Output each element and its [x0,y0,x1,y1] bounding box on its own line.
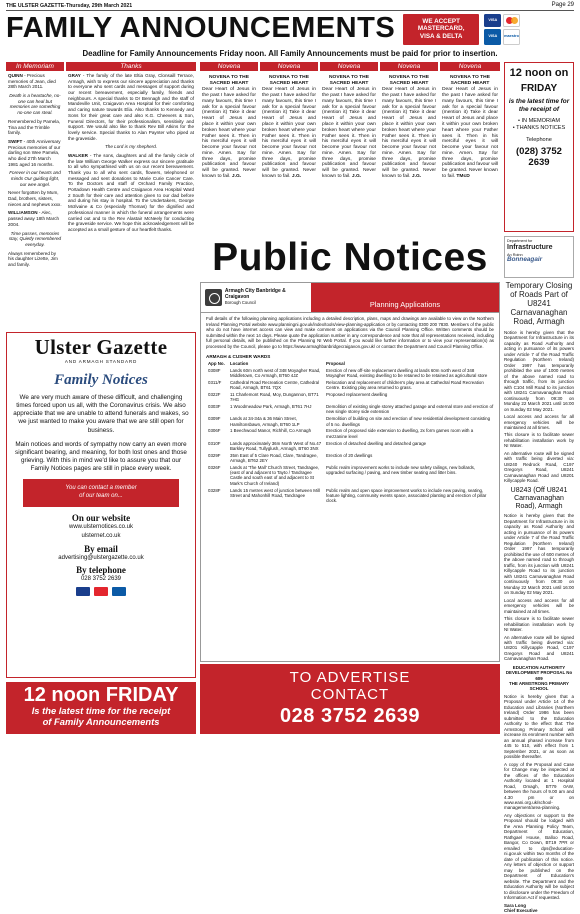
novena-title: NOVENA TO THE SACRED HEART [329,75,369,86]
mastercard-icon [94,587,108,596]
road-closure-title-1: Temporary Closing of Roads Part of U8241 Carnavanaghan Road, Armagh [505,281,573,326]
table-row [206,391,496,403]
email-label: By email [84,543,118,554]
road-closure-text: Notice is hereby given that the Department for Infrastructure in its capacity as Road Authority and acting in pursuance of its powers under Article 7 of the Road Traffic Regulation (Northern Ireland) Order 1997 has temporarily prohibited the use of 1000 metres of the above named road to through traffic, from its junction with C104 Mill Road to its junction with U8241 Carnavanaghan Road continuously from 09:30 on Monday 22 March 2021 until 16:00 on Sunday 02 May 2021. [504,329,574,412]
sign-williamson: Always remembered by his daughter Lizette, Jim and family. [8,250,58,267]
council-name: Armagh City Banbridge & Craigavon [224,288,286,301]
noon-friday-box [504,62,574,232]
table-row [206,487,496,504]
mastercard-icon [503,14,520,28]
dfi-logo-line-2: Infrastructure [507,243,553,251]
page-number: Page 29 [551,2,574,9]
phone-label: By telephone [76,564,126,575]
family-announcements-banner [6,12,574,46]
planning-header [201,283,499,313]
road-closure-text: This closure is to facilitate sewer rehabilitation installation work by NI Water. [504,616,574,633]
deadline-notice: Deadline for Family Announcements Friday noon. All Family Announcements must be paid for prior to insertion. [82,49,498,58]
app-number: 0311/F [208,379,222,385]
noon-friday-line-2: Is the latest time for the receipt [31,705,171,716]
app-proposal: Erection of detached dwelling and detached garage [326,440,427,446]
road-closure-title-2: U8243 (Off U8241 Carnavanaghan Road), Armagh [510,486,568,510]
payment-line-1: WE ACCEPT [422,17,460,25]
telephone-label: Telephone [526,136,552,143]
app-number: 0310F [208,440,221,446]
education-notice-text: Any objections or support to the Proposal should be lodged with the Area Planning Policy Team, Department of Education, Rathgael House, Balloo Road, Bangor, Co Down, BT19 7PR or emailed to dps@education-ni.gov.uk within two months of the date of publication of this notice. Any letters of objection or support may be published on the Department of Education's website. The Department and the Education Authority will be subject to disclosure under the Freedom of Information Act if requested. [504,812,574,901]
novena-heading: Novena [320,62,378,71]
latest-time-line: is the latest time for the receipt of [508,98,570,113]
app-proposal: Proposed replacement dwelling [326,391,388,397]
in-memoriam-column [6,62,64,273]
education-notice-text: A copy of the Proposal and Case for Change may be inspected at the offices of the Education Authority located at 1 Hospital Road, Omagh, BT79 0AW, between the hours of 9.00 am and 4.30 pm or on www.eani.org.uk/school-management/area-planning. [504,761,574,811]
payment-line-3: VISA & DELTA [419,32,463,40]
novena-column-2 [260,62,318,182]
phone-number: 028 3752 2639 [80,575,122,582]
column-header: Proposal [326,361,345,367]
visa-card-icon: VISA [484,14,501,28]
gazette-masthead: Ulster Gazette [34,335,168,359]
notice-quinn: QUINN - Precious memories of Jean, died 28th March 2011. [8,73,56,90]
novena-text: Dear Heart of Jesus in the past I have asked for many favours, this time I ask for a special favour (mention it) Take it dear Heart of Jesus and place it within your own broken heart where your Father sees it. Then in his merciful eyes it will become your favour not mine. Amen. Say for three days, promise publication and favour will be granted. Never known to fail. J.G. [382,87,436,179]
payment-icons [13,587,189,596]
app-number: 0322F [208,391,221,397]
table-row [206,428,496,440]
signatory-name: Sara Long [504,902,527,908]
app-proposal: Public realm and open space improvement works to include new paving, seating, feature lighting, community events space, associated planting and erection of pillar clock. [326,487,487,504]
dfi-logo-line-4: Bonneagair [507,256,543,264]
table-row [206,440,496,452]
novena-heading: Novena [440,62,500,71]
column-header: Location [230,361,249,367]
table-row [206,452,496,464]
ward-subheading: ARMAGH & CUSHER WARDS [206,354,271,359]
telephone-number: (028) 3752 2639 [516,145,562,169]
app-location: 1 Beechwood Manor, Richhill, Co Armagh [230,428,312,434]
advertise-phone: 028 3752 2639 [280,704,420,727]
notice-types [507,118,571,133]
table-row [206,367,496,379]
email-link[interactable]: advertising@ulstergazette.co.uk [58,554,144,561]
novena-title: NOVENA TO THE SACRED HEART [209,75,249,86]
dfi-logo [504,236,574,278]
website-link-2[interactable]: ulsternet.co.uk [81,533,121,540]
app-proposal: Erection of new off-site replacement dwelling at lands 60m north west of 348 Moyagher Road, existing dwelling to be retained to be retained as agricultural store [326,367,488,378]
advertise-contact-banner [200,664,500,734]
verse-swift: Forever in our hearts and minds Our guiding light, our wee angel. [9,170,61,187]
novena-column-4 [380,62,438,182]
novena-heading: Novena [260,62,318,71]
noon-friday-title: 12 noon FRIDAY [23,684,179,706]
website-link-1[interactable]: www.ulsternotices.co.uk [68,524,134,530]
app-location: Lands at 34-34a & 36 Main Street, Hamiltonsbawn, Armagh, BT60 1LP [230,416,300,427]
table-row [206,379,496,391]
road-closure-text: Notice is hereby given that the Department for Infrastructure in its capacity as Road Authority and acting in pursuance of its powers under Article 7 of the Road Traffic Regulation (Northern Ireland) Order 1997 has temporarily prohibited the use of 600 metres of the above named road to through traffic, from its junction with U8241 Killycapple Road to its junction with U8241 Carnavanaghan Road continuously from 09:30 on Monday 22 March 2021 until 16:00 on Sunday 02 May 2021. [504,513,574,596]
gazette-masthead-sub: AND ARMAGH STANDARD [64,359,138,364]
gazette-paragraph-1: We are very much aware of these difficult, and challenging times forced upon us all, with the Coronavirus crisis. We also appreciate that we are unable to attend funerals and wakes, so we just wanted to make you aware that we are still open for business. [13,393,189,434]
app-proposal: Erection of proposed side extension to dwelling, 2x form games room with a mezzanine level [326,428,474,439]
page-header [6,2,574,11]
noon-friday-line-3: of Family Announcements [42,715,160,727]
app-location: Lands approximately 36m North West of No.47 Barkley Road, Tullyglush, Armagh, BT60 3NX [230,440,322,451]
noon-friday-banner [6,682,196,734]
contact-line-2: of our team on... [79,493,123,500]
app-proposal: Demolition of building on site and erection of new residential development consisting of 5 no. dwellings [326,416,491,427]
contact-line-1: You can contact a member [65,485,137,492]
signatory-title: Chief Executive [504,908,538,914]
advertise-line-2: CONTACT [310,686,390,704]
visa-card-icon [76,587,90,596]
app-location: Lands 60m north west of 348 Moyagher Road, Middletown, Co Armagh, BT60 4JZ [230,367,321,378]
app-location: Lands 15 metres west of junction between Mill Street and Mahonhill Road, Tandragee [230,487,320,498]
road-closure-text: Local access and access for all emergency vehicles will be maintained at all times. [504,414,574,430]
road-closure-text: An alternative route will be signed with traffic being diverted via: U8240 Redrock Road, C197 Gregorys Road, U8241 Carnavanaghan Road and U8201 Killycapple Road. [504,450,574,484]
visa-electron-icon: VISA [484,29,501,45]
sign-gray: The Lord is my shepherd. [104,144,158,150]
contact-team-box [23,479,179,507]
education-notice-text: Notice is hereby given that a Proposal under Article 14 of the Education and Libraries (Northern Ireland) Order 1986 has been submitted to the Education Authority to the effect that: The Armstrong Primary School will increase its enrolment number with an annual phased increase from 445 to 510, with effect from 1 September 2021, or as soon as possible thereafter. [504,693,574,760]
app-number: 0326F [208,464,221,470]
notice-williamson: WILLIAMSON - Alec, passed away 18th March 2004. [8,210,60,227]
dfi-notices-column [504,236,574,914]
road-closure-text: An alternative route will be signed with traffic being diverted via: U8201 Killycapple Road, C197 Gregorys Road and U8241 Carnavanaghan Road. [504,634,574,662]
novena-text: Dear Heart of Jesus in the past I have asked for many favours, this time I ask for a special favour (mention it) Take it dear Heart of Jesus and place it within your own broken heart where your Father sees it. Then in his merciful eyes it will become your favour not mine. Amen. Say for three days, promise publication and favour will be granted. Never known to fail. J.G. [322,87,376,179]
novena-heading: Novena [380,62,438,71]
column-header: App No. [208,361,225,367]
novena-text: Dear Heart of Jesus in the past I have asked for many favours, this time I ask for a special favour (mention it) Take it dear Heart of Jesus and place it within your own broken heart where your Father sees it. Then in his merciful eyes it will become your favour not mine. Amen. Say for three days, promise publication and favour will be granted. Never known to fail. J.G. [262,87,316,179]
thanks-heading: Thanks [66,62,196,71]
planning-intro: Full details of the following planning applications including a detailed description, plans, maps and drawings are available to view on the Northern Ireland Planning Portal website www.planningni.gov.uk/index/tools/view-planning-application or by contacting 0300 200 7830. Members of the public who do not have internet access can view and make comment on applications via the Council Planning Office. Written comments should be submitted within the next 14 days. Please quote the application number in any correspondence and note that all representations received, including full personal details, will be published on the Planning NI Web Portal. If you would like further information or to view your representation(s) as processed by the Council, please go to https://www.armaghbanbridgecraigavon.gov.uk/ or contact the Department and Council Planning Office. [206,316,494,349]
novena-column-3 [320,62,378,182]
app-number: 0328F [208,487,221,493]
gazette-paragraph-2: Main notices and words of sympathy now carry an even more significant bearing, and meaning, for both lost ones and those grieving. With this in mind we'd like to assure you that our Family Notices pages are still in place every week. [15,440,187,473]
sign-swift: Never forgotten by Mum, Dad, brothers, sisters, nieces and nephews xxxx. [8,190,62,207]
app-location: 35m East of 5 Clare Road, Clare, Tandragee, Armagh, BT62 2EY [230,452,318,464]
app-proposal: Erection of 20 dwellings [326,452,373,458]
app-number: 0303F [208,404,221,410]
novena-heading: Novena [200,62,258,71]
road-closure-text: This closure is to facilitate sewer rehabilitation installation work by NI Water. [504,432,574,449]
novena-text: Dear Heart of Jesus in the past I have asked for many favours, this time I ask for a special favour (mention it) Take it dear Heart of Jesus and place it within your own broken heart where your Father sees it. Then in his merciful eyes it will become your favour not mine. Amen. Say for three days, promise publication and favour will be granted. Never known to fail. TMcD [442,87,499,179]
app-location: 1 Woodmeadow Park, Armagh, BT61 7HJ [230,404,312,410]
novena-title: NOVENA TO THE SACRED HEART [269,75,309,86]
table-row [206,464,496,487]
novena-text: Dear Heart of Jesus in the past I have asked for many favours, this time I ask for a special favour (mention it) Take it dear Heart of Jesus and place it within your own broken heart where your Father sees it. Then in his merciful eyes it will become your favour not mine. Amen. Say for three days, promise publication and favour will be granted. Never known to fail. J.G. [202,87,256,179]
notice-swift: SWIFT - 40th Anniversary Precious memories of our darling son Wee Pamela, who died 27th March 1981 aged 16 months. [8,138,61,167]
thanks-notices-bullet: • THANKS NOTICES [512,125,566,132]
sign-quinn: Remembered by Pamela, Tina and the Trimble family. [8,118,61,136]
app-proposal: Relocation and replacement of children's play area at Cathedral Road Recreation Centre. Existing play area returned to grass. [326,379,484,391]
planning-table [206,361,496,505]
road-closure-text: Local access and access for all emergency vehicles will be maintained at all times. [504,597,574,614]
thanks-column [66,62,196,238]
card-logos [484,14,520,45]
app-location: Lands at 'The Mall' Church Street, Tandragee, (east of and adjacent to Tayto / Tandragee Castle and south east of and adjacent to St Mark's Church of Ireland) [230,464,320,486]
maestro-card-icon [112,587,126,596]
friday-line: FRIDAY [520,83,558,95]
table-row [206,403,496,415]
app-number: 0309F [208,416,221,422]
app-location: Cathedral Road Recreation Centre, Cathedral Road, Armagh, BT61 7QX [230,379,320,391]
website-label: On our website [71,513,131,524]
planning-applications-notice [200,282,500,662]
dfi-logo-line-1: Department for [507,239,533,243]
app-proposal: Demolition of existing single storey attached garage and external store and erection of new single storey side extension [326,404,494,415]
family-notices-heading: Family Notices [54,371,148,388]
payment-line-2: MASTERCARD, [417,25,465,33]
table-row [206,416,496,428]
development-proposal-heading: DEVELOPMENT PROPOSAL No 609 [505,670,573,681]
in-memoriam-bullet: • IN MEMORIAM [517,117,561,124]
in-memoriam-heading: In Memoriam [6,62,64,71]
verse-williamson: Time passes, memories stay, Quietly remembered everyday. [8,230,62,247]
education-authority-heading: EDUCATION AUTHORITY [512,664,566,670]
novena-title: NOVENA TO THE SACRED HEART [450,75,490,86]
page-title: FAMILY ANNOUNCEMENTS [6,12,396,45]
advertise-line-1: TO ADVERTISE [289,669,411,686]
council-sub: Borough Council [224,299,256,305]
app-number: 0308F [208,367,221,373]
app-proposal: Public realm improvement works to include new safety railings, new bollards, upgraded surfacing / paving, and new timber seating and litter bins. [326,464,476,476]
planning-title: Planning Applications [311,283,499,312]
maestro-card-icon: maestro [503,29,520,45]
notice-walker: WALKER - The sons, daughters and all the family circle of the late William George Walker express our sincere gratitude to all who sympathised with us on our recent bereavement. Thank you to all who sent cards, flowers, telephoned or messaged and sent donations to Marie Curie Cancer Care. To the Doctors and staff of Orchard Family Practice, Portadown Health Centre and Craigavon Area Hospital Ward 2 South for their care and attention given to our dad before and during his stay in hospital. To the Undertakers, George McIlvaine & Co (especially Thomas) for the dignified and professional manner in which the funeral arrangements were carried out and to the Rev Alastair McNeely for conducting the graveside service. We hope this acknowledgement will be accepted as a small gesture of our heartfelt thanks. [68,152,194,232]
verse-quinn: Death is a heartache, no-one can heal but memories are something no-one can steal. [9,93,61,116]
app-number: 0306F [208,428,221,434]
novena-column-5 [440,62,500,182]
council-crest-icon [205,289,222,306]
council-logo [201,283,311,312]
novena-title: NOVENA TO THE SACRED HEART [389,75,429,86]
noon-line: 12 noon on [509,67,569,79]
payment-badge [403,14,479,45]
school-name: THE ARMSTRONG PRIMARY SCHOOL [509,681,569,692]
novena-column-1 [200,62,258,182]
public-notices-title: Public Notices [212,236,488,279]
publication-line: THE ULSTER GAZETTE-Thursday, 29th March 2021 [6,2,133,9]
app-number: 0329F [208,452,221,458]
notice-gray: GRAY - The family of the late Eltia Gray, Clonsaill Terrace, Armagh, wish to express our sincere appreciation and thanks to everyone who sent cards and messages of support during our recent bereavement, especially family, friends and neighbours. A special thanks to Dr Bennagh and the staff of Mandeville Unit, Craigavon Area Hospital for their comforting and caring nature towards Elia. Also thanks to Kennedy and Sons for their great care and also K.G. Cheevers & Son, Funeral Directors, for their professionalism, sensitivity and support. We would also like to thank Rev Bill Atkins for the lovely service. Special thanks to Alan Paynter who piped at the graveside. [68,73,194,141]
dfi-logo-line-3: An Roinn [507,252,523,257]
ulster-gazette-notice-box [6,332,196,678]
app-location: 11 Charlemont Road, Moy, Dungannon, BT71 7HG [230,391,319,403]
